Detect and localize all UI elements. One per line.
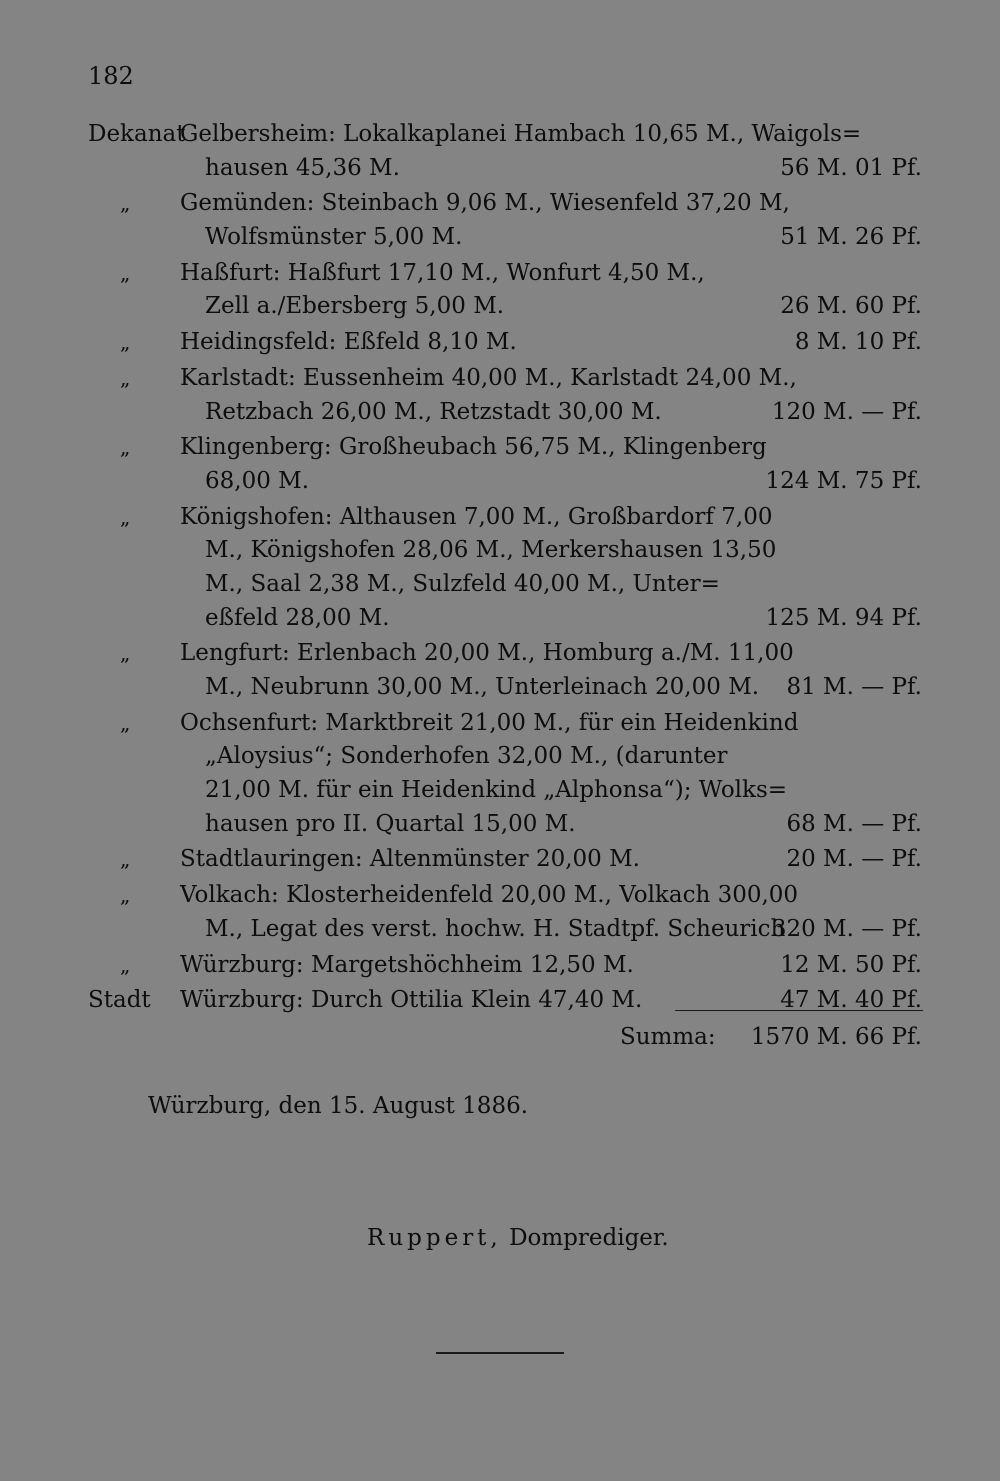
entry-text: Ochsenfurt: Marktbreit 21,00 M., für ein Heidenkind <box>180 709 799 736</box>
donation-entry <box>0 949 1000 983</box>
donation-entry <box>0 879 1000 946</box>
entry-line <box>0 187 1000 221</box>
entry-line <box>0 774 1000 808</box>
entry-text: 68,00 M. <box>205 467 310 494</box>
entry-text: hausen pro II. Quartal 15,00 M. <box>205 810 576 837</box>
entry-line <box>0 396 1000 430</box>
page-number: 182 <box>88 62 134 90</box>
entry-amount: 47 M. 40 Pf. <box>780 987 922 1014</box>
donation-entry <box>0 187 1000 254</box>
entry-line <box>0 501 1000 535</box>
entry-text: Klingenberg: Großheubach 56,75 M., Klingenberg <box>180 434 767 461</box>
sum-rule <box>675 1010 923 1011</box>
ditto-mark: „ <box>120 504 131 529</box>
summa-label: Summa: <box>619 1024 716 1050</box>
summa-line <box>620 1020 922 1054</box>
entry-line <box>0 152 1000 186</box>
ditto-mark: „ <box>120 365 131 390</box>
entry-text: hausen 45,36 M. <box>205 154 400 181</box>
entry-line <box>0 326 1000 360</box>
entry-amount: 8 M. 10 Pf. <box>794 329 922 356</box>
entry-amount: 51 M. 26 Pf. <box>780 224 922 251</box>
entry-line <box>0 949 1000 983</box>
entry-line <box>0 257 1000 291</box>
entry-text: Heidingsfeld: Eßfeld 8,10 M. <box>180 329 517 356</box>
entry-amount: 26 M. 60 Pf. <box>780 293 922 320</box>
entry-text: Haßfurt: Haßfurt 17,10 M., Wonfurt 4,50 M., <box>180 259 705 286</box>
end-rule <box>436 1352 564 1354</box>
entry-line <box>0 984 1000 1018</box>
entry-text: Karlstadt: Eussenheim 40,00 M., Karlstadt 24,00 M., <box>180 364 797 391</box>
entry-prefix: Dekanat <box>88 121 186 147</box>
entry-text: Stadtlauringen: Altenmünster 20,00 M. <box>180 846 640 873</box>
entry-amount: 56 M. 01 Pf. <box>780 154 922 181</box>
summa-amount: 1570 M. 66 Pf. <box>750 1024 922 1050</box>
entry-text: „Aloysius“; Sonderhofen 32,00 M., (darunter <box>205 743 728 770</box>
entry-amount: 125 M. 94 Pf. <box>765 604 922 631</box>
entry-amount: 68 M. — Pf. <box>786 810 922 837</box>
ditto-mark: „ <box>120 847 131 872</box>
signature-title: Domprediger. <box>509 1225 669 1251</box>
ditto-mark: „ <box>120 435 131 460</box>
entry-text: Würzburg: Margetshöchheim 12,50 M. <box>180 951 634 978</box>
entry-text: Gemünden: Steinbach 9,06 M., Wiesenfeld 37,20 M, <box>180 190 790 217</box>
entry-prefix: Stadt <box>88 987 151 1014</box>
donation-entry <box>0 257 1000 324</box>
donation-entry <box>0 326 1000 360</box>
date-line: Würzburg, den 15. August 1886. <box>148 1093 529 1119</box>
donation-entry <box>0 118 1000 185</box>
entry-text: M., Saal 2,38 M., Sulzfeld 40,00 M., Unter= <box>205 570 720 597</box>
donation-entry <box>0 431 1000 498</box>
donation-list <box>0 118 1000 1020</box>
signature <box>367 1225 669 1251</box>
entry-text: M., Königshofen 28,06 M., Merkershausen 13,50 <box>205 537 777 564</box>
ditto-mark: „ <box>120 330 131 355</box>
entry-text: Retzbach 26,00 M., Retzstadt 30,00 M. <box>205 398 662 425</box>
donation-entry <box>0 843 1000 877</box>
ditto-mark: „ <box>120 952 131 977</box>
entry-text: M., Neubrunn 30,00 M., Unterleinach 20,00 M. <box>205 674 760 700</box>
entry-line <box>0 568 1000 602</box>
entry-line <box>0 913 1000 947</box>
donation-entry <box>0 362 1000 429</box>
entry-amount: 81 M. — Pf. <box>786 674 922 700</box>
entry-line <box>0 465 1000 499</box>
entry-line <box>0 118 1000 152</box>
entry-line <box>0 221 1000 255</box>
entry-line <box>0 534 1000 568</box>
entry-text: 21,00 M. für ein Heidenkind „Alphonsa“); Wolks= <box>205 777 788 804</box>
entry-line <box>0 707 1000 741</box>
signature-name: Ruppert, <box>367 1225 502 1251</box>
donation-entry <box>0 984 1000 1018</box>
donation-entry <box>0 707 1000 842</box>
entry-amount: 12 M. 50 Pf. <box>780 951 922 978</box>
entry-amount: 20 M. — Pf. <box>786 846 922 873</box>
entry-text: Königshofen: Althausen 7,00 M., Großbardorf 7,00 <box>180 503 773 530</box>
entry-line <box>0 843 1000 877</box>
donation-entry <box>0 501 1000 636</box>
entry-amount: 124 M. 75 Pf. <box>765 467 922 494</box>
entry-text: Wolfsmünster 5,00 M. <box>205 224 463 251</box>
entry-line <box>0 290 1000 324</box>
entry-text: Lengfurt: Erlenbach 20,00 M., Homburg a./M. 11,00 <box>180 640 794 667</box>
ditto-mark: „ <box>120 883 131 908</box>
ditto-mark: „ <box>120 641 131 666</box>
entry-text: Gelbersheim: Lokalkaplanei Hambach 10,65 M., Waigols= <box>180 121 862 147</box>
entry-line <box>0 671 1000 705</box>
ditto-mark: „ <box>120 191 131 216</box>
entry-line <box>0 637 1000 671</box>
ditto-mark: „ <box>120 710 131 735</box>
entry-text: Zell a./Ebersberg 5,00 M. <box>205 293 505 320</box>
entry-line <box>0 431 1000 465</box>
entry-line <box>0 602 1000 636</box>
entry-text: eßfeld 28,00 M. <box>205 604 390 631</box>
entry-line <box>0 362 1000 396</box>
entry-text: Volkach: Klosterheidenfeld 20,00 M., Volkach 300,00 <box>180 882 799 909</box>
entry-amount: 320 M. — Pf. <box>771 915 922 942</box>
entry-line <box>0 808 1000 842</box>
ditto-mark: „ <box>120 260 131 285</box>
donation-entry <box>0 637 1000 704</box>
entry-amount: 120 M. — Pf. <box>771 398 922 425</box>
entry-text: M., Legat des verst. hochw. H. Stadtpf. Scheurich <box>205 915 786 942</box>
entry-line <box>0 879 1000 913</box>
entry-line <box>0 740 1000 774</box>
entry-text: Würzburg: Durch Ottilia Klein 47,40 M. <box>180 987 643 1014</box>
